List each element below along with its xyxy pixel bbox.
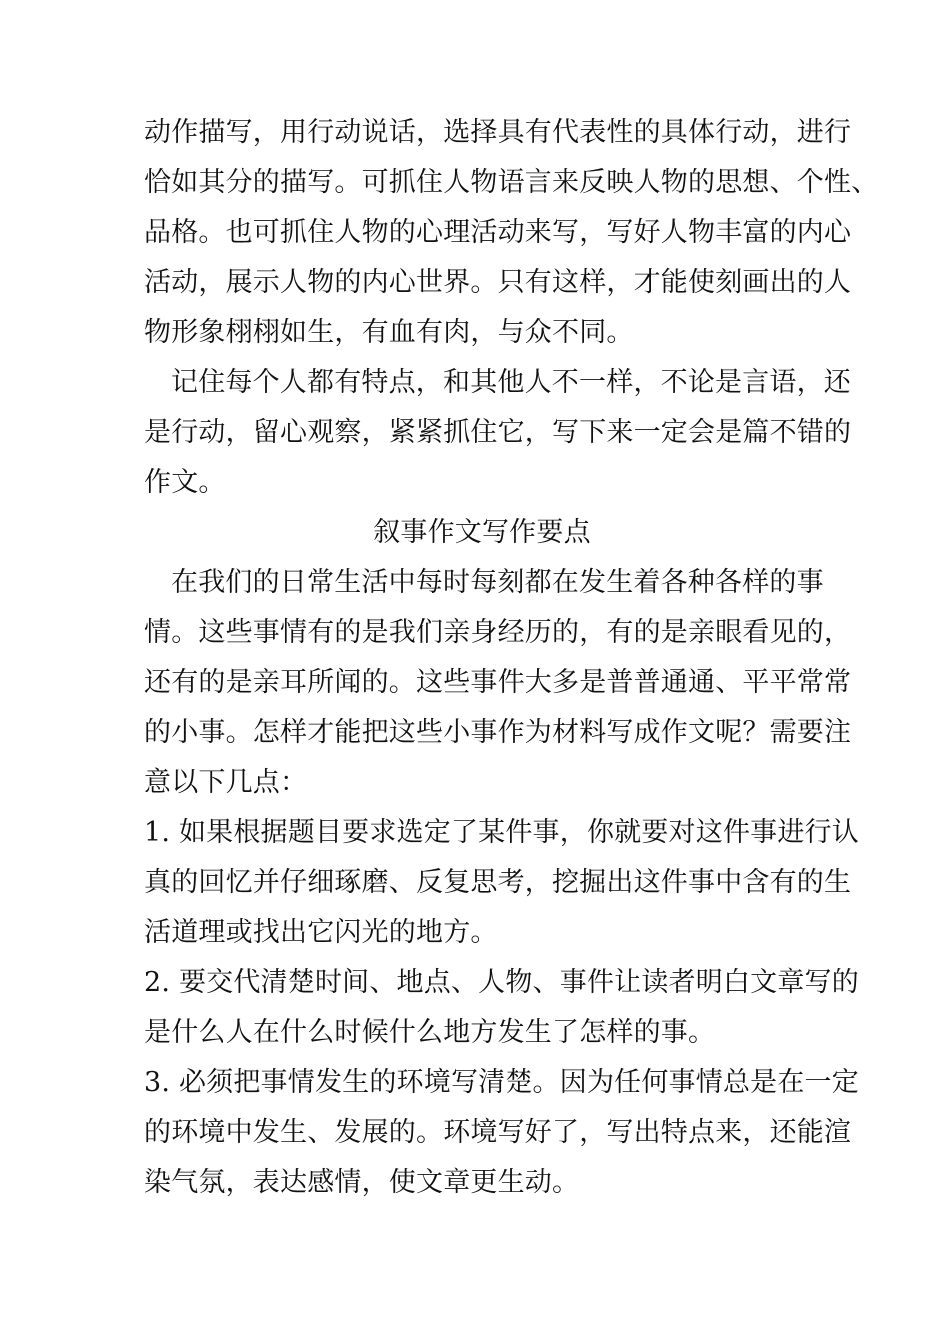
list-item-line: 2. 要交代清楚时间、地点、人物、事件让读者明白文章写的 <box>144 967 859 998</box>
list-item-line: 3. 必须把事情发生的环境写清楚。因为任何事情总是在一定 <box>144 1067 859 1098</box>
paragraph-line: 动作描写，用行动说话，选择具有代表性的具体行动，进行 <box>144 117 852 148</box>
paragraph-line: 记住每个人都有特点，和其他人不一样，不论是言语，还 <box>171 367 851 398</box>
list-item-line: 活道理或找出它闪光的地方。 <box>144 917 498 948</box>
section-heading: 叙事作文写作要点 <box>373 517 591 548</box>
paragraph-line: 物形象栩栩如生，有血有肉，与众不同。 <box>144 317 634 348</box>
paragraph-line: 在我们的日常生活中每时每刻都在发生着各种各样的事 <box>171 567 824 598</box>
list-item-line: 是什么人在什么时候什么地方发生了怎样的事。 <box>144 1017 716 1048</box>
paragraph-line: 是行动，留心观察，紧紧抓住它，写下来一定会是篇不错的 <box>144 417 852 448</box>
list-item-line: 染气氛，表达感情，使文章更生动。 <box>144 1167 580 1198</box>
paragraph-line: 品格。也可抓住人物的心理活动来写，写好人物丰富的内心 <box>144 217 852 248</box>
paragraph-line: 作文。 <box>144 467 226 498</box>
paragraph-line: 意以下几点： <box>144 767 308 798</box>
list-item-line: 1. 如果根据题目要求选定了某件事，你就要对这件事进行认 <box>144 817 859 848</box>
list-item-line: 真的回忆并仔细琢磨、反复思考，挖掘出这件事中含有的生 <box>144 867 852 898</box>
paragraph-line: 活动，展示人物的内心世界。只有这样，才能使刻画出的人 <box>144 267 852 298</box>
list-item-line: 的环境中发生、发展的。环境写好了，写出特点来，还能渲 <box>144 1117 852 1148</box>
paragraph-line: 恰如其分的描写。可抓住人物语言来反映人物的思想、个性、 <box>144 167 879 198</box>
paragraph-line: 情。这些事情有的是我们亲身经历的，有的是亲眼看见的， <box>144 617 852 648</box>
paragraph-line: 的小事。怎样才能把这些小事作为材料写成作文呢？需要注 <box>144 717 852 748</box>
paragraph-line: 还有的是亲耳所闻的。这些事件大多是普普通通、平平常常 <box>144 667 852 698</box>
